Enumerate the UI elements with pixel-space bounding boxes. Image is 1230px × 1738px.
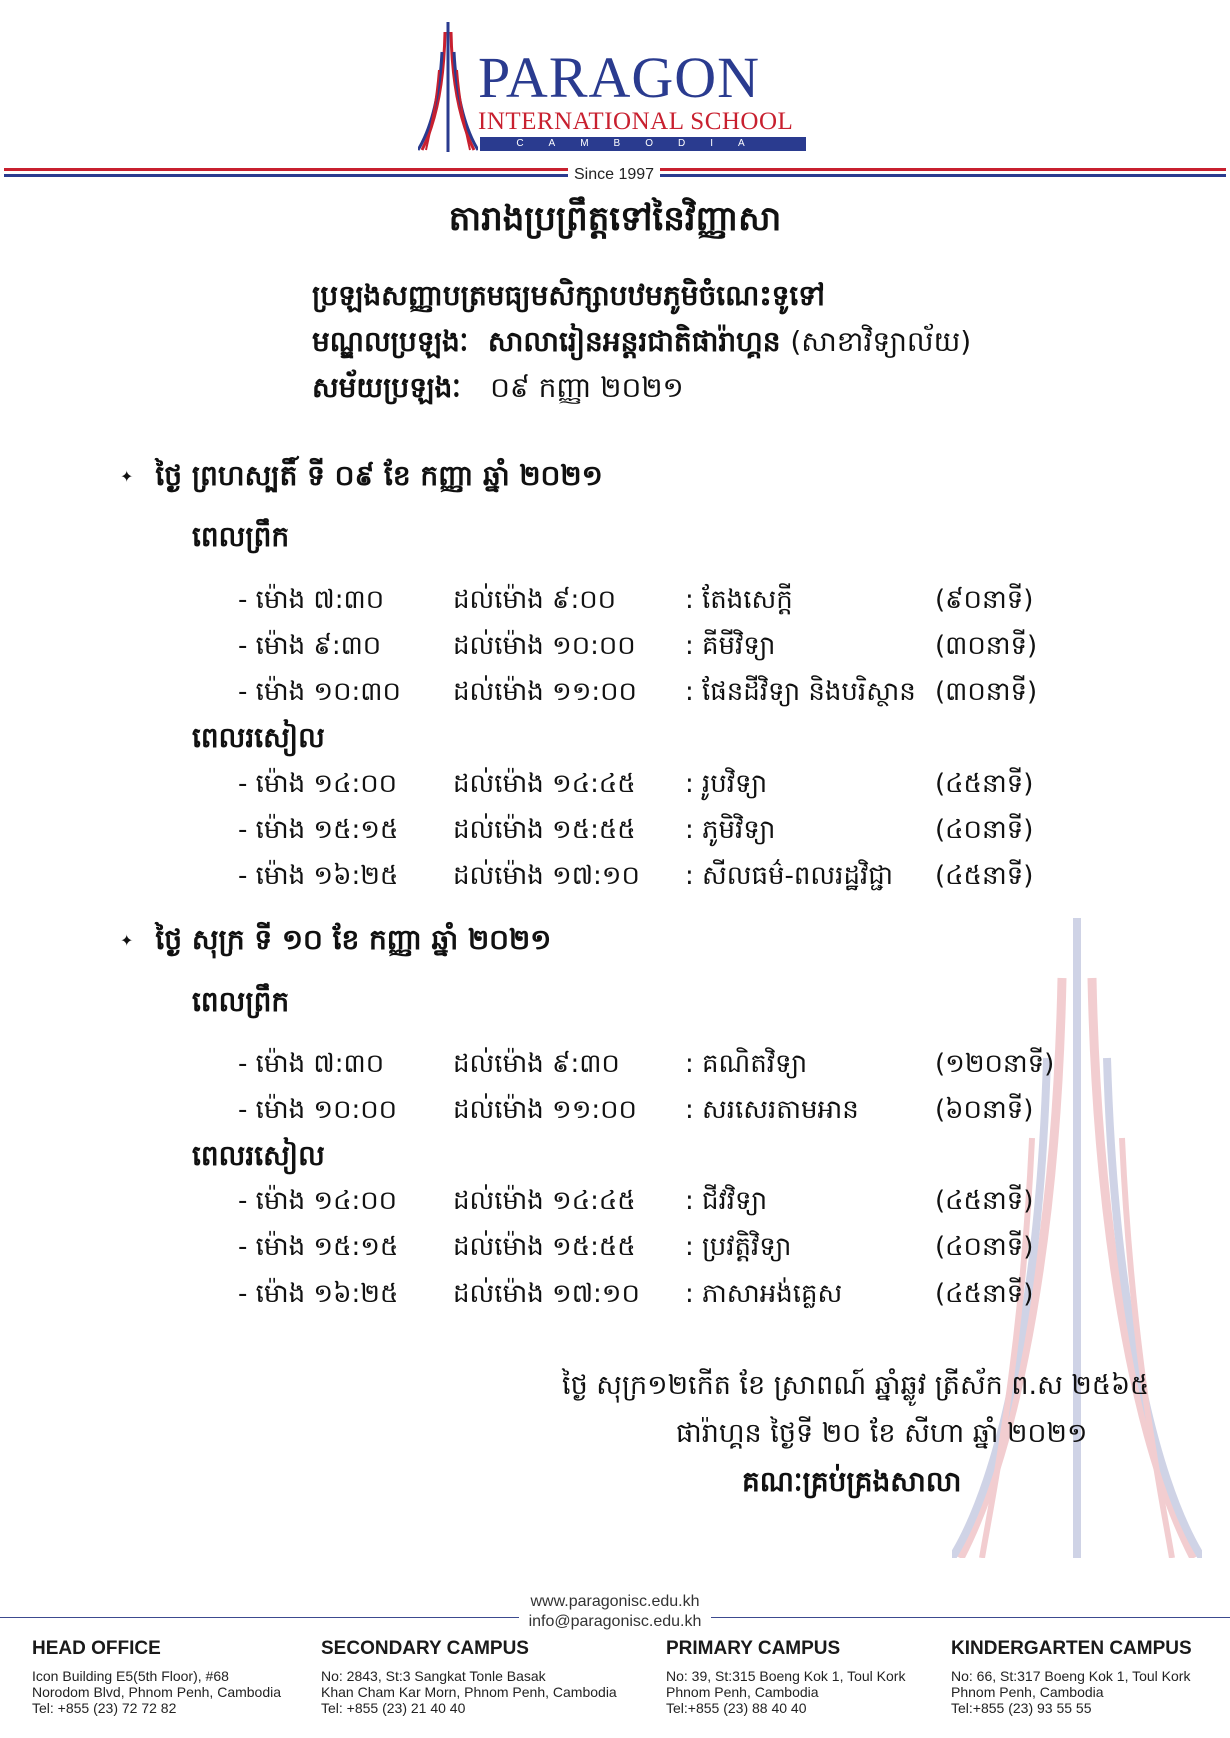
schedule-row (238, 1045, 1078, 1083)
schedule-row (238, 581, 1078, 619)
campus-name: KINDERGARTEN CAMPUS (951, 1638, 1192, 1659)
duration: (៤០នាទី) (935, 815, 1034, 845)
website-line (0, 1592, 1230, 1612)
campus-address-line: No: 39, St:315 Boeng Kok 1, Toul Kork (666, 1668, 906, 1684)
schedule-row (238, 857, 1078, 895)
exam-name: ប្រឡងសញ្ញាបត្រមធ្យមសិក្សាបឋមភូមិចំណេះទូទៅ (312, 279, 825, 312)
duration: (៣០នាទី) (935, 677, 1038, 707)
duration: (៤០នាទី) (935, 1232, 1034, 1262)
start-time: - ម៉ោង ១០:៣០ (238, 677, 401, 707)
session-label-morning: ពេលព្រឹក (192, 520, 290, 553)
campus-phone: Tel: +855 (23) 21 40 40 (321, 1700, 466, 1716)
day-heading-text: ថ្ងៃ សុក្រ ទី ១០ ខែ កញ្ញា ឆ្នាំ ២០២១ (155, 923, 552, 956)
duration: (៦០នាទី) (935, 1095, 1034, 1125)
lunar-date: ថ្ងៃ សុក្រ១២កើត ខែ ស្រាពណ៍ ឆ្នាំឆ្លូវ ត្រីស័ក ព.ស ២៥៦៥ (562, 1370, 1150, 1401)
exam-center-value: សាលារៀនអន្តរជាតិផារ៉ាហ្គន (487, 325, 781, 358)
campus-address-line: Norodom Blvd, Phnom Penh, Cambodia (32, 1684, 282, 1700)
subject: : ភាសាអង់គ្លេស (685, 1279, 843, 1309)
campus-phone: Tel: +855 (23) 72 72 82 (32, 1700, 177, 1716)
subject: : រូបវិទ្យា (685, 769, 768, 799)
start-time: - ម៉ោង ៧:៣០ (238, 1049, 385, 1079)
end-time: ដល់ម៉ោង ១០:០០ (453, 631, 636, 661)
subject: : សីលធម៌-ពលរដ្ឋវិជ្ជា (685, 861, 893, 891)
start-time: - ម៉ោង ១៥:១៥ (238, 815, 399, 845)
exam-center-label: មណ្ឌលប្រឡងៈ (312, 325, 469, 358)
solar-date: ផារ៉ាហ្គន ថ្ងៃទី ២០ ខែ សីហា ឆ្នាំ ២០២១ (676, 1418, 1088, 1449)
exam-date-value: ០៩ កញ្ញា ២០២១ (490, 371, 684, 404)
school-logo-icon (418, 22, 478, 152)
end-time: ដល់ម៉ោង ១៧:១០ (453, 1279, 640, 1309)
schedule-row (238, 1228, 1078, 1266)
start-time: - ម៉ោង ១៦:២៥ (238, 861, 399, 891)
end-time: ដល់ម៉ោង ១៥:៥៥ (453, 1232, 636, 1262)
subject: : ជីវវិទ្យា (685, 1186, 768, 1216)
start-time: - ម៉ោង ១៤:០០ (238, 769, 398, 799)
campus-address-line: Khan Cham Kar Morn, Phnom Penh, Cambodia (321, 1684, 617, 1700)
exam-center-line (312, 322, 971, 362)
bullet-diamond-icon: ✦ (120, 467, 134, 486)
campus-phone: Tel:+855 (23) 93 55 55 (951, 1700, 1092, 1716)
campus-address-line: Phnom Penh, Cambodia (666, 1684, 819, 1700)
end-time: ដល់ម៉ោង ១៥:៥៥ (453, 815, 636, 845)
duration: (៤៥នាទី) (935, 1279, 1034, 1309)
session-label-afternoon: ពេលរសៀល (192, 721, 325, 754)
schedule-row (238, 1182, 1078, 1220)
exam-center-note: (សាខាវិទ្យាល័យ) (790, 325, 972, 358)
subject: : គីមីវិទ្យា (685, 631, 776, 661)
subject: : ភូមិវិទ្យា (685, 815, 776, 845)
duration: (៤៥នាទី) (935, 861, 1034, 891)
since-label: Since 1997 (568, 164, 660, 186)
duration: (១២០នាទី) (935, 1049, 1055, 1079)
campus-secondary (321, 1638, 617, 1716)
schedule-row (238, 673, 1078, 711)
subject: : ផែនដីវិទ្យា និងបរិស្ថាន (685, 677, 916, 707)
start-time: - ម៉ោង ១៦:២៥ (238, 1279, 399, 1309)
day-heading (120, 920, 551, 961)
session-label-morning: ពេលព្រឹក (192, 985, 290, 1018)
campus-name: SECONDARY CAMPUS (321, 1638, 529, 1659)
start-time: - ម៉ោង ៩:៣០ (238, 631, 382, 661)
duration: (៩០នាទី) (935, 585, 1034, 615)
schedule-row (238, 811, 1078, 849)
end-time: ដល់ម៉ោង ១១:០០ (453, 1095, 637, 1125)
end-time: ដល់ម៉ោង ៩:៣០ (453, 1049, 620, 1079)
campus-address-line: No: 66, St:317 Boeng Kok 1, Toul Kork (951, 1668, 1191, 1684)
brand-country: CAMBODIA (480, 137, 806, 151)
campus-name: PRIMARY CAMPUS (666, 1638, 841, 1659)
duration: (៤៥នាទី) (935, 769, 1034, 799)
email-link[interactable]: info@paragonisc.edu.kh (519, 1613, 712, 1630)
campus-address-line: Phnom Penh, Cambodia (951, 1684, 1104, 1700)
exam-date-label: សម័យប្រឡងៈ (312, 371, 461, 404)
campus-primary (666, 1638, 905, 1716)
issuing-office: គណៈគ្រប់គ្រងសាលា (742, 1465, 962, 1498)
subject: : សរសេរតាមអាន (685, 1095, 859, 1125)
schedule-row (238, 627, 1078, 665)
end-time: ដល់ម៉ោង ១១:០០ (453, 677, 637, 707)
document-title: តារាងប្រព្រឹត្តទៅនៃវិញ្ញាសា (448, 199, 782, 239)
campus-phone: Tel:+855 (23) 88 40 40 (666, 1700, 807, 1716)
website-link[interactable]: www.paragonisc.edu.kh (521, 1593, 710, 1610)
schedule-row (238, 1091, 1078, 1129)
duration: (៣០នាទី) (935, 631, 1038, 661)
bullet-diamond-icon: ✦ (120, 931, 134, 950)
subject: : គណិតវិទ្យា (685, 1049, 808, 1079)
duration: (៤៥នាទី) (935, 1186, 1034, 1216)
exam-date-line (312, 368, 684, 408)
day-heading (120, 456, 603, 497)
end-time: ដល់ម៉ោង ១៧:១០ (453, 861, 640, 891)
start-time: - ម៉ោង ១០:០០ (238, 1095, 398, 1125)
campus-address-line: No: 2843, St:3 Sangkat Tonle Basak (321, 1668, 546, 1684)
subject: : ប្រវត្តិវិទ្យា (685, 1232, 792, 1262)
schedule-row (238, 765, 1078, 803)
end-time: ដល់ម៉ោង ១៤:៤៥ (453, 769, 636, 799)
subject: : តែងសេក្តី (685, 585, 793, 615)
start-time: - ម៉ោង ៧:៣០ (238, 585, 385, 615)
day-heading-text: ថ្ងៃ ព្រហស្បតិ៍ ទី ០៩ ខែ កញ្ញា ឆ្នាំ ២០២១ (155, 459, 603, 492)
brand-subtitle: INTERNATIONAL SCHOOL (478, 108, 794, 135)
end-time: ដល់ម៉ោង ៩:០០ (453, 585, 617, 615)
email-line (0, 1612, 1230, 1632)
schedule-row (238, 1275, 1078, 1313)
start-time: - ម៉ោង ១៥:១៥ (238, 1232, 399, 1262)
end-time: ដល់ម៉ោង ១៤:៤៥ (453, 1186, 636, 1216)
campus-address-line: Icon Building E5(5th Floor), #68 (32, 1668, 229, 1684)
campus-name: HEAD OFFICE (32, 1638, 161, 1659)
campus-head-office (32, 1638, 281, 1716)
start-time: - ម៉ោង ១៤:០០ (238, 1186, 398, 1216)
session-label-afternoon: ពេលរសៀល (192, 1139, 325, 1172)
campus-kindergarten (951, 1638, 1192, 1716)
brand-name: PARAGON (478, 45, 761, 110)
